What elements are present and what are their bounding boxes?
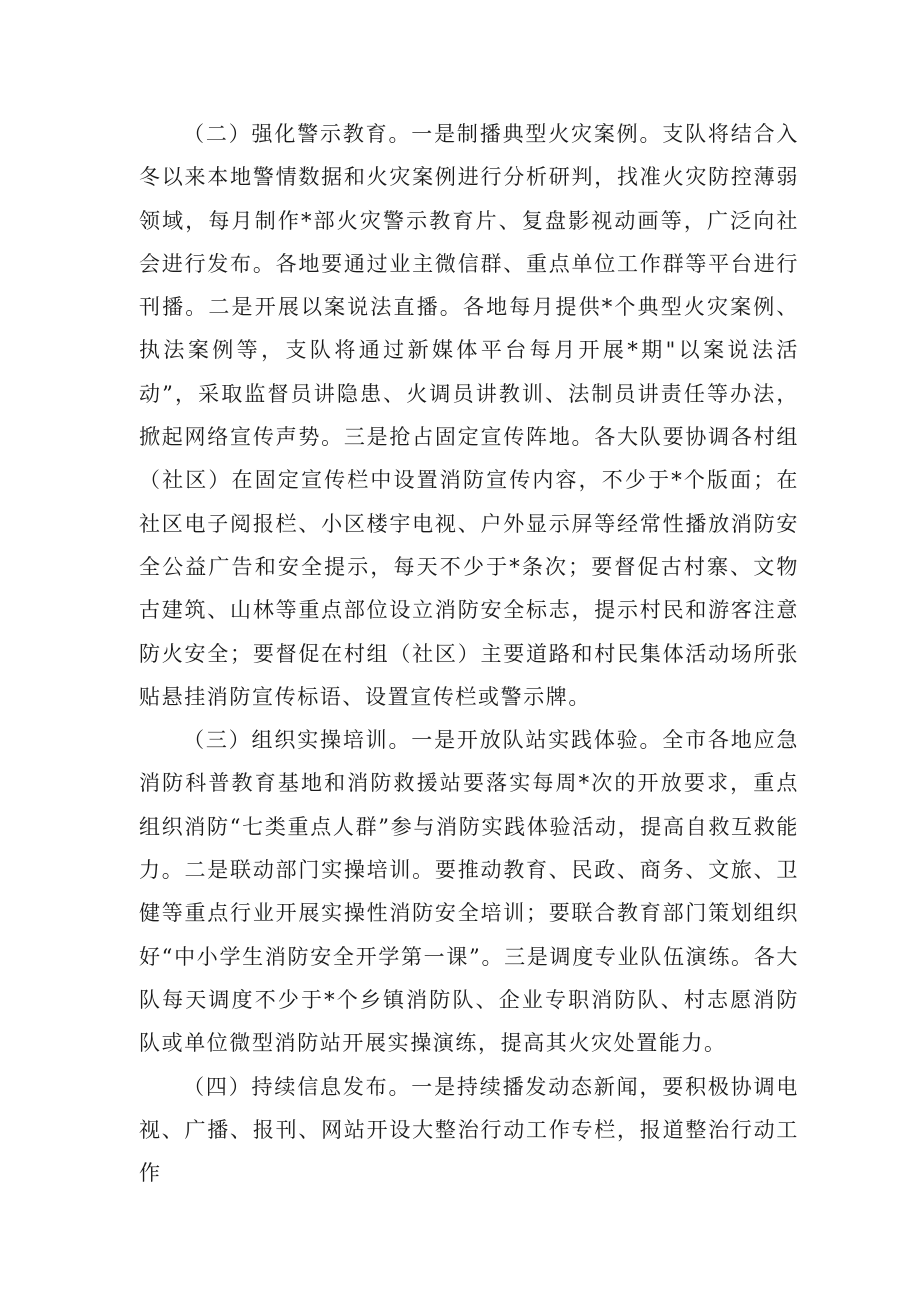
paragraph-information-release: （四）持续信息发布。一是持续播发动态新闻，要积极协调电视、广播、报刊、网站开设大整治行动工作专栏，报道整治行动工作 — [139, 1074, 799, 1186]
paragraph-practical-training: （三）组织实操培训。一是开放队站实践体验。全市各地应急消防科普教育基地和消防救援站要落实每周*次的开放要求，重点组织消防“七类重点人群”参与消防实践体验活动，提高自救互救能力。二是联动部门实操培训。要推动教育、民政、商务、文旅、卫健等重点行业开展实操性消防安全培训；要联合教育部门策划组织好“中小学生消防安全开学第一课”。三是调度专业队伍演练。各大队每天调度不少于*个乡镇消防队、企业专职消防队、村志愿消防队或单位微型消防站开展实操演练，提高其火灾处置能力。 — [139, 728, 799, 1056]
document-body — [139, 113, 799, 1195]
paragraph-warning-education: （二）强化警示教育。一是制播典型火灾案例。支队将结合入冬以来本地警情数据和火灾案例进行分析研判，找准火灾防控薄弱领域，每月制作*部火灾警示教育片、复盘影视动画等，广泛向社会进行发布。各地要通过业主微信群、重点单位工作群等平台进行刊播。二是开展以案说法直播。各地每月提供*个典型火灾案例、执法案例等，支队将通过新媒体平台每月开展*期"以案说法活动”，采取监督员讲隐患、火调员讲教训、法制员讲责任等办法，掀起网络宣传声势。三是抢占固定宣传阵地。各大队要协调各村组（社区）在固定宣传栏中设置消防宣传内容，不少于*个版面；在社区电子阅报栏、小区楼宇电视、户外显示屏等经常性播放消防安全公益广告和安全提示，每天不少于*条次；要督促古村寨、文物古建筑、山林等重点部位设立消防安全标志，提示村民和游客注意防火安全；要督促在村组（社区）主要道路和村民集体活动场所张贴悬挂消防宣传标语、设置宣传栏或警示牌。 — [139, 122, 799, 709]
